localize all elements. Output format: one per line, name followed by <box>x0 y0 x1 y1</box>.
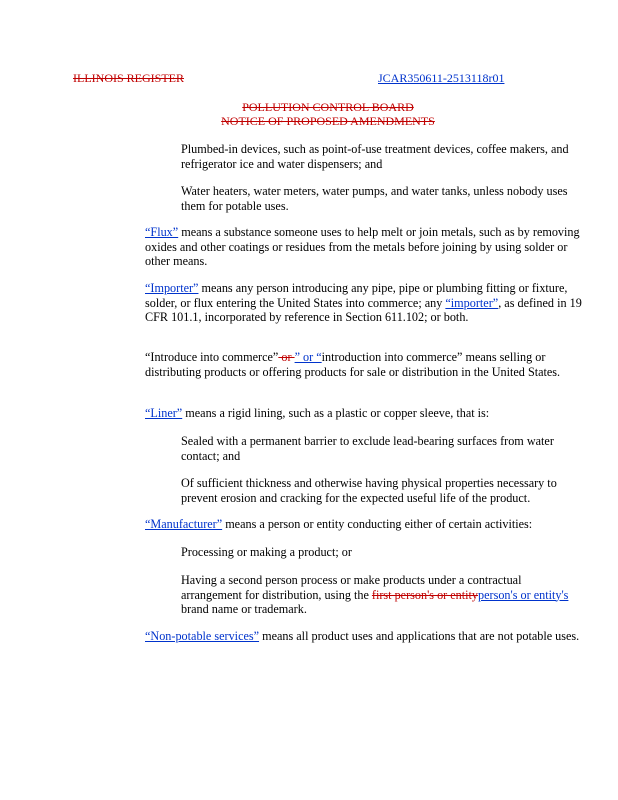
definition-importer <box>145 281 585 325</box>
definition-text: means a substance someone uses to help melt or join metals, such as by removing oxides and other coatings or residues from the metals before joining by using solder or other means. <box>145 225 580 268</box>
definition-item-processing: Processing or making a product; or <box>181 545 352 559</box>
definition-item-sealed: Sealed with a permanent barrier to exclude lead-bearing surfaces from water contact; and <box>181 434 554 463</box>
register-header: ILLINOIS REGISTER <box>73 71 184 85</box>
deleted-text: or <box>278 350 295 364</box>
deleted-text: first person's or entity <box>371 587 479 602</box>
definition-non-potable-services <box>145 629 585 644</box>
definition-text: means selling or distributing products or offering products for sale or distribution in the United States. <box>145 350 561 379</box>
definition-text: means a person or entity conducting either of certain activities: <box>222 517 533 531</box>
defined-term: “Importer” <box>145 281 199 295</box>
definition-text: means any person introducing any pipe, pipe or plumbing fitting or fixture, solder, or flux entering the United States into commerce; any <box>145 281 568 310</box>
inserted-text: person's or entity's <box>478 587 569 602</box>
definition-text: brand name or trademark. <box>181 602 307 616</box>
definition-item-second-person <box>181 573 581 617</box>
board-title: POLLUTION CONTROL BOARD <box>242 100 414 114</box>
definition-introduce-into-commerce <box>145 350 585 379</box>
definition-item-plumbed: Plumbed-in devices, such as point-of-use treatment devices, coffee makers, and refrigerator ice and water dispensers; and <box>181 142 569 171</box>
defined-term: “Liner” <box>145 406 183 420</box>
definition-text: Having a second person process or make products under a contractual arrangement for distribution, using the <box>181 573 522 602</box>
definition-item-water-heaters: Water heaters, water meters, water pumps, and water tanks, unless nobody uses them for potable uses. <box>181 184 568 213</box>
defined-term: “Introduce into commerce” <box>145 350 279 364</box>
jcar-code: JCAR350611-2513118r01 <box>378 71 505 85</box>
notice-title: NOTICE OF PROPOSED AMENDMENTS <box>221 114 435 128</box>
definition-liner <box>145 406 585 421</box>
defined-term: “Non-potable services” <box>145 629 260 643</box>
definition-text: , as defined in 19 CFR 101.1, incorporated by reference in Section 611.102; or both. <box>145 295 582 324</box>
inserted-text: ” or “ <box>294 350 322 364</box>
defined-term: “importer” <box>445 295 499 310</box>
defined-term: “Manufacturer” <box>145 517 223 531</box>
definition-text: means all product uses and applications that are not potable uses. <box>259 629 580 643</box>
definition-text: means a rigid lining, such as a plastic or copper sleeve, that is: <box>182 406 490 420</box>
definition-item-sufficient-thickness: Of sufficient thickness and otherwise having physical properties necessary to prevent erosion and cracking for the expected useful life of the product. <box>181 476 557 505</box>
defined-term: introduction into commerce” <box>321 350 463 364</box>
defined-term: “Flux” <box>145 225 179 239</box>
definition-manufacturer <box>145 517 585 532</box>
definition-flux <box>145 225 585 269</box>
